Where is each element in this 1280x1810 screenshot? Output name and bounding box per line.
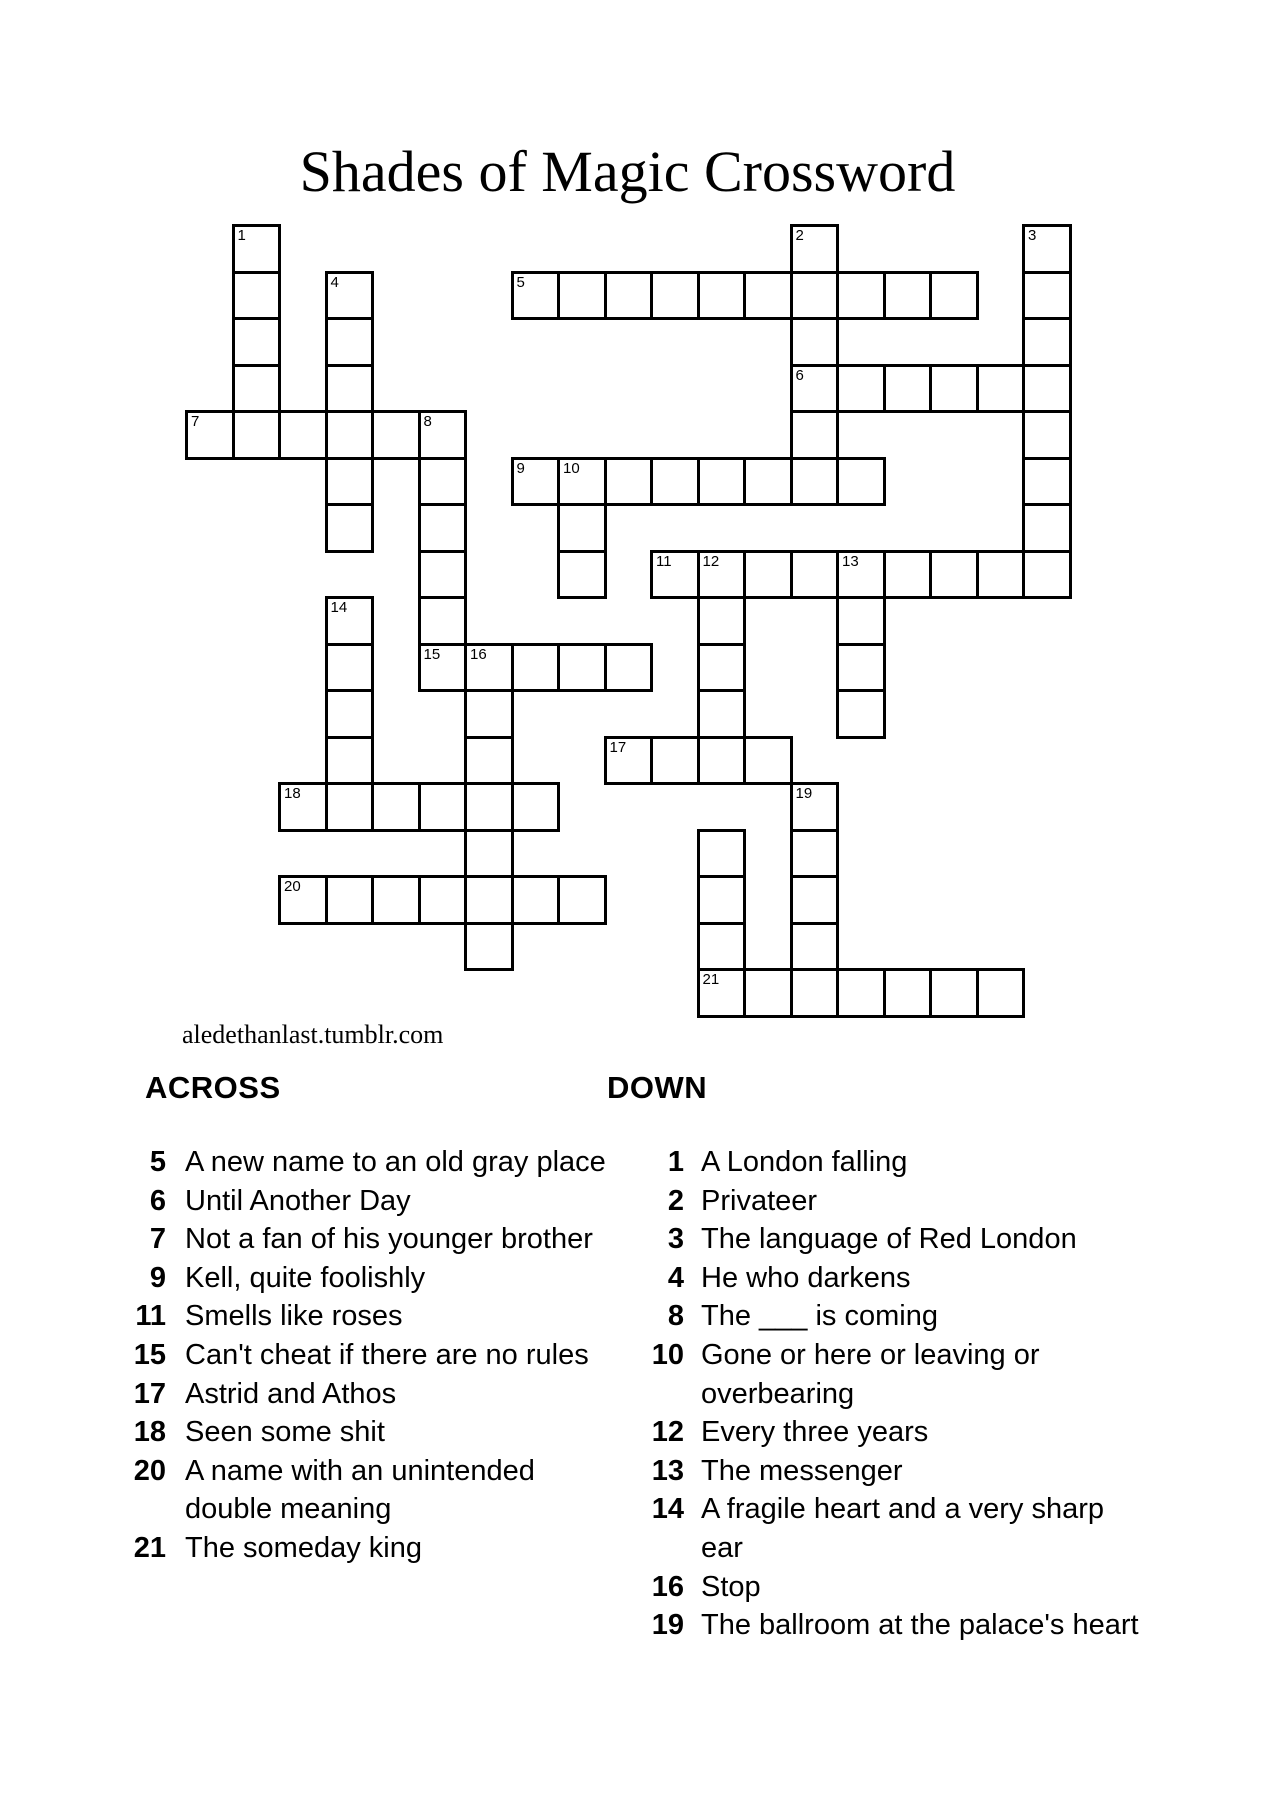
down-clue-4 — [636, 1259, 1139, 1298]
grid-cell[interactable] — [371, 410, 421, 460]
cell-number: 7 — [191, 413, 200, 430]
grid-cell[interactable] — [836, 968, 886, 1018]
clue-text: Can't cheat if there are no rules — [185, 1338, 589, 1371]
clue-text: Stop — [701, 1570, 761, 1603]
grid-cell[interactable] — [418, 503, 468, 553]
grid-cell[interactable] — [557, 271, 607, 321]
grid-cell[interactable] — [743, 457, 793, 507]
grid-cell[interactable] — [883, 271, 933, 321]
clue-text: The language of Red London — [701, 1223, 1077, 1256]
across-clue-list — [118, 1143, 606, 1568]
cell-number: 12 — [702, 552, 720, 570]
grid-cell[interactable] — [836, 457, 886, 507]
grid-cell[interactable] — [743, 550, 793, 600]
grid-cell[interactable] — [697, 271, 747, 321]
grid-cell-21[interactable] — [697, 968, 747, 1018]
grid-cell[interactable] — [929, 550, 979, 600]
grid-cell[interactable] — [418, 782, 468, 832]
clue-text: The messenger — [701, 1454, 903, 1487]
grid-cell[interactable] — [697, 689, 747, 739]
grid-cell[interactable] — [1022, 317, 1072, 367]
grid-cell[interactable] — [1022, 503, 1072, 553]
grid-cell-6[interactable] — [790, 364, 840, 414]
grid-cell[interactable] — [232, 364, 282, 414]
grid-cell[interactable] — [836, 364, 886, 414]
grid-cell-13[interactable] — [836, 550, 886, 600]
clue-text: Until Another Day — [185, 1184, 411, 1217]
clue-number — [118, 1490, 166, 1529]
grid-cell[interactable] — [697, 922, 747, 972]
clue-number: 11 — [135, 1300, 166, 1333]
cell-number: 14 — [330, 599, 348, 616]
grid-cell[interactable] — [836, 689, 886, 739]
grid-cell[interactable] — [604, 643, 654, 693]
clue-text: The someday king — [185, 1531, 422, 1564]
grid-cell[interactable] — [976, 364, 1026, 414]
clue-text: Privateer — [701, 1184, 818, 1217]
attribution-url: aledethanlast.tumblr.com — [182, 1020, 444, 1049]
grid-cell-19[interactable] — [790, 782, 840, 832]
grid-cell[interactable] — [1022, 271, 1072, 321]
clue-text: The ___ is coming — [701, 1300, 938, 1333]
across-clue-11 — [118, 1297, 606, 1336]
clue-text: Seen some shit — [185, 1416, 385, 1449]
grid-cell[interactable] — [325, 317, 375, 367]
grid-cell[interactable] — [557, 550, 607, 600]
grid-cell[interactable] — [650, 457, 700, 507]
down-clue-3 — [636, 1220, 1139, 1259]
crossword-grid — [185, 224, 1073, 1018]
clue-number: 15 — [133, 1338, 166, 1371]
grid-cell[interactable] — [464, 782, 514, 832]
grid-cell[interactable] — [325, 782, 375, 832]
grid-cell[interactable] — [697, 829, 747, 879]
down-clue-2 — [636, 1182, 1139, 1221]
grid-cell[interactable] — [464, 736, 514, 786]
grid-cell[interactable] — [371, 782, 421, 832]
grid-cell[interactable] — [790, 317, 840, 367]
grid-cell[interactable] — [929, 364, 979, 414]
clue-number: 8 — [667, 1300, 684, 1333]
clue-text: A name with an unintended — [185, 1454, 535, 1487]
grid-cell[interactable] — [418, 457, 468, 507]
grid-cell[interactable] — [604, 271, 654, 321]
grid-cell[interactable] — [790, 410, 840, 460]
grid-cell[interactable] — [790, 550, 840, 600]
grid-cell[interactable] — [790, 457, 840, 507]
grid-cell[interactable] — [697, 875, 747, 925]
clue-text: A London falling — [701, 1146, 908, 1178]
across-clue-15 — [118, 1336, 606, 1375]
cell-number: 16 — [470, 645, 487, 663]
cell-number: 13 — [842, 552, 859, 570]
grid-cell[interactable] — [511, 643, 561, 693]
grid-cell[interactable] — [464, 922, 514, 972]
grid-cell[interactable] — [511, 782, 561, 832]
grid-cell[interactable] — [1022, 410, 1072, 460]
cell-number: 17 — [609, 738, 627, 756]
across-clue-6 — [118, 1182, 606, 1221]
grid-cell[interactable] — [325, 410, 375, 460]
cell-number: 8 — [423, 413, 432, 430]
clue-text: ear — [701, 1531, 743, 1564]
grid-cell-11[interactable] — [650, 550, 700, 600]
grid-cell-14[interactable] — [325, 596, 375, 646]
clue-text: Astrid and Athos — [185, 1377, 397, 1410]
down-clue-14-cont — [636, 1529, 1139, 1568]
grid-cell[interactable] — [976, 968, 1026, 1018]
cell-number: 3 — [1028, 227, 1037, 244]
cell-number: 19 — [795, 785, 813, 802]
grid-cell-2[interactable] — [790, 224, 840, 274]
grid-cell-9[interactable] — [511, 457, 561, 507]
down-clue-10 — [636, 1336, 1139, 1375]
grid-cell[interactable] — [232, 410, 282, 460]
across-clue-18 — [118, 1413, 606, 1452]
grid-cell[interactable] — [557, 875, 607, 925]
grid-cell[interactable] — [464, 875, 514, 925]
clue-number — [636, 1529, 684, 1568]
grid-cell-7[interactable] — [185, 410, 235, 460]
grid-cell[interactable] — [883, 968, 933, 1018]
clue-number: 14 — [651, 1493, 684, 1526]
cell-number: 21 — [702, 971, 720, 988]
grid-cell[interactable] — [418, 596, 468, 646]
grid-cell[interactable] — [790, 829, 840, 879]
across-clue-17 — [118, 1375, 606, 1414]
grid-cell[interactable] — [650, 736, 700, 786]
grid-cell[interactable] — [883, 364, 933, 414]
cell-number: 18 — [284, 785, 301, 802]
grid-cell[interactable] — [790, 922, 840, 972]
grid-cell-4[interactable] — [325, 271, 375, 321]
cell-number: 11 — [656, 552, 672, 570]
grid-cell[interactable] — [511, 875, 561, 925]
clue-number: 17 — [133, 1377, 166, 1410]
grid-cell[interactable] — [743, 968, 793, 1018]
page-title: Shades of Magic Crossword — [299, 139, 956, 204]
grid-cell[interactable] — [697, 736, 747, 786]
down-header: DOWN — [607, 1070, 708, 1105]
grid-cell[interactable] — [697, 596, 747, 646]
grid-cell[interactable] — [790, 875, 840, 925]
cell-number: 5 — [516, 273, 525, 291]
cell-number: 6 — [795, 366, 804, 384]
grid-cell[interactable] — [976, 550, 1026, 600]
grid-cell[interactable] — [743, 736, 793, 786]
grid-cell[interactable] — [883, 550, 933, 600]
grid-cell[interactable] — [325, 875, 375, 925]
clue-number: 6 — [149, 1184, 166, 1217]
grid-cell-20[interactable] — [278, 875, 328, 925]
grid-cell[interactable] — [325, 457, 375, 507]
down-clue-10-cont — [636, 1375, 1139, 1414]
clue-text: Not a fan of his younger brother — [185, 1223, 593, 1256]
grid-cell-10[interactable] — [557, 457, 607, 507]
clue-number: 10 — [651, 1338, 684, 1371]
clue-number: 4 — [667, 1261, 684, 1294]
grid-cell-18[interactable] — [278, 782, 328, 832]
clue-text: A new name to an old gray place — [185, 1146, 606, 1178]
clue-number: 12 — [651, 1416, 684, 1449]
grid-cell[interactable] — [232, 271, 282, 321]
grid-cell[interactable] — [929, 271, 979, 321]
grid-cell[interactable] — [836, 271, 886, 321]
grid-cell[interactable] — [325, 364, 375, 414]
clue-number: 16 — [651, 1570, 684, 1603]
clue-text: Gone or here or leaving or — [701, 1338, 1040, 1371]
clue-number — [636, 1375, 684, 1414]
cell-number: 2 — [795, 227, 804, 244]
grid-cell[interactable] — [464, 829, 514, 879]
grid-cell[interactable] — [557, 503, 607, 553]
grid-cell[interactable] — [371, 875, 421, 925]
clue-text: overbearing — [701, 1377, 855, 1410]
grid-cell-1[interactable] — [232, 224, 282, 274]
grid-cell[interactable] — [464, 689, 514, 739]
grid-cell-5[interactable] — [511, 271, 561, 321]
grid-cell[interactable] — [836, 596, 886, 646]
across-clue-5 — [118, 1143, 606, 1182]
down-clue-13 — [636, 1452, 1139, 1491]
clue-number: 2 — [667, 1184, 684, 1217]
cell-number: 9 — [516, 459, 525, 477]
grid-cell-17[interactable] — [604, 736, 654, 786]
cell-number: 10 — [563, 459, 580, 477]
grid-cell[interactable] — [325, 736, 375, 786]
clue-number: 13 — [651, 1454, 684, 1487]
down-clue-list — [636, 1143, 1139, 1645]
down-clue-8 — [636, 1297, 1139, 1336]
clue-number: 20 — [133, 1454, 166, 1487]
grid-cell[interactable] — [697, 643, 747, 693]
clue-text: Smells like roses — [185, 1300, 403, 1333]
cell-number: 20 — [284, 878, 301, 895]
clue-number: 9 — [149, 1261, 166, 1294]
clue-text: Kell, quite foolishly — [185, 1261, 426, 1294]
cell-number: 1 — [237, 227, 246, 244]
clue-text: The ballroom at the palace's heart — [701, 1609, 1139, 1642]
grid-cell-16[interactable] — [464, 643, 514, 693]
grid-cell[interactable] — [790, 271, 840, 321]
clue-number: 1 — [667, 1146, 684, 1178]
grid-cell-15[interactable] — [418, 643, 468, 693]
down-clue-19 — [636, 1606, 1139, 1645]
grid-cell[interactable] — [1022, 550, 1072, 600]
grid-cell-8[interactable] — [418, 410, 468, 460]
grid-cell-12[interactable] — [697, 550, 747, 600]
down-clue-1 — [636, 1143, 1139, 1182]
grid-cell[interactable] — [418, 550, 468, 600]
cell-number: 4 — [330, 273, 339, 291]
across-clue-9 — [118, 1259, 606, 1298]
down-clue-14 — [636, 1490, 1139, 1529]
clue-number: 21 — [133, 1531, 166, 1564]
across-clue-20-cont — [118, 1490, 606, 1529]
grid-cell[interactable] — [278, 410, 328, 460]
clue-text: Every three years — [701, 1416, 929, 1449]
across-clue-7 — [118, 1220, 606, 1259]
grid-cell[interactable] — [836, 643, 886, 693]
grid-cell[interactable] — [325, 503, 375, 553]
grid-cell[interactable] — [418, 875, 468, 925]
grid-cell[interactable] — [604, 457, 654, 507]
clue-number: 18 — [133, 1416, 166, 1449]
down-clue-12 — [636, 1413, 1139, 1452]
grid-cell[interactable] — [743, 271, 793, 321]
across-clue-21 — [118, 1529, 606, 1568]
clue-text: He who darkens — [701, 1261, 911, 1294]
clue-text: A fragile heart and a very sharp — [701, 1493, 1105, 1526]
grid-cell[interactable] — [697, 457, 747, 507]
cell-number: 15 — [423, 645, 441, 663]
grid-cell[interactable] — [929, 968, 979, 1018]
grid-cell[interactable] — [650, 271, 700, 321]
grid-cell[interactable] — [232, 317, 282, 367]
clue-number: 19 — [651, 1609, 684, 1642]
clue-number: 7 — [149, 1223, 166, 1256]
across-clue-20 — [118, 1452, 606, 1491]
grid-cell[interactable] — [1022, 457, 1072, 507]
grid-cell[interactable] — [325, 643, 375, 693]
clue-number: 3 — [667, 1223, 684, 1256]
clue-text: double meaning — [185, 1493, 392, 1526]
across-header: ACROSS — [145, 1070, 281, 1105]
down-clue-16 — [636, 1568, 1139, 1607]
grid-cell[interactable] — [790, 968, 840, 1018]
clue-number: 5 — [149, 1146, 166, 1178]
grid-cell[interactable] — [325, 689, 375, 739]
grid-cell-3[interactable] — [1022, 224, 1072, 274]
grid-cell[interactable] — [1022, 364, 1072, 414]
grid-cell[interactable] — [557, 643, 607, 693]
